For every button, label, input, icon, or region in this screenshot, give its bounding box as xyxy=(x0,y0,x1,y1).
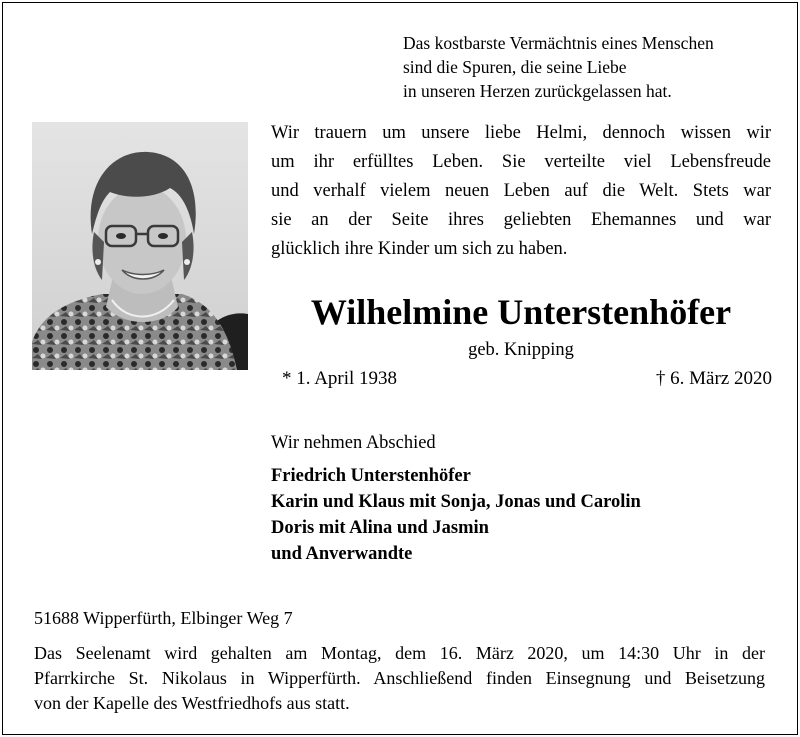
service-line: von der Kapelle des Westfriedhofs aus statt. xyxy=(34,693,350,713)
portrait-photo xyxy=(32,122,248,370)
deceased-name: Wilhelmine Unterstenhöfer xyxy=(310,292,732,332)
birth-name: geb. Knipping xyxy=(468,340,574,360)
life-dates xyxy=(282,366,772,392)
mourners-list xyxy=(271,463,641,567)
motto-quote xyxy=(403,31,714,103)
birth-date: * 1. April 1938 xyxy=(282,368,398,389)
service-line: Pfarrkirche St. Nikolaus in Wipperfürth. Anschließend finden Einsegnung und Beisetzung xyxy=(34,668,765,688)
death-date: † 6. März 2020 xyxy=(655,368,772,389)
tribute-line: und verhalf vielem neuen Leben auf die Welt. Stets war xyxy=(271,181,771,201)
tribute-text xyxy=(271,119,771,264)
motto-line: sind die Spuren, die seine Liebe xyxy=(403,57,627,77)
mourner-item: und Anverwandte xyxy=(271,544,413,564)
farewell-heading: Wir nehmen Abschied xyxy=(271,433,436,453)
service-line: Das Seelenamt wird gehalten am Montag, dem 16. März 2020, um 14:30 Uhr in der xyxy=(34,643,765,663)
tribute-line: Wir trauern um unsere liebe Helmi, dennoch wissen wir xyxy=(271,123,771,143)
mourner-item: Friedrich Unterstenhöfer xyxy=(271,466,471,486)
motto-line: Das kostbarste Vermächtnis eines Menschen xyxy=(403,33,714,53)
family-address: 51688 Wipperfürth, Elbinger Weg 7 xyxy=(34,608,293,628)
mourner-item: Doris mit Alina und Jasmin xyxy=(271,518,489,538)
service-info xyxy=(34,641,765,716)
tribute-line: sie an der Seite ihres geliebten Ehemannes und war xyxy=(271,210,771,230)
mourner-item: Karin und Klaus mit Sonja, Jonas und Carolin xyxy=(271,492,641,512)
tribute-line: um ihr erfülltes Leben. Sie verteilte viel Lebensfreude xyxy=(271,152,771,172)
tribute-line: glücklich ihre Kinder um sich zu haben. xyxy=(271,239,568,259)
motto-line: in unseren Herzen zurückgelassen hat. xyxy=(403,81,672,101)
